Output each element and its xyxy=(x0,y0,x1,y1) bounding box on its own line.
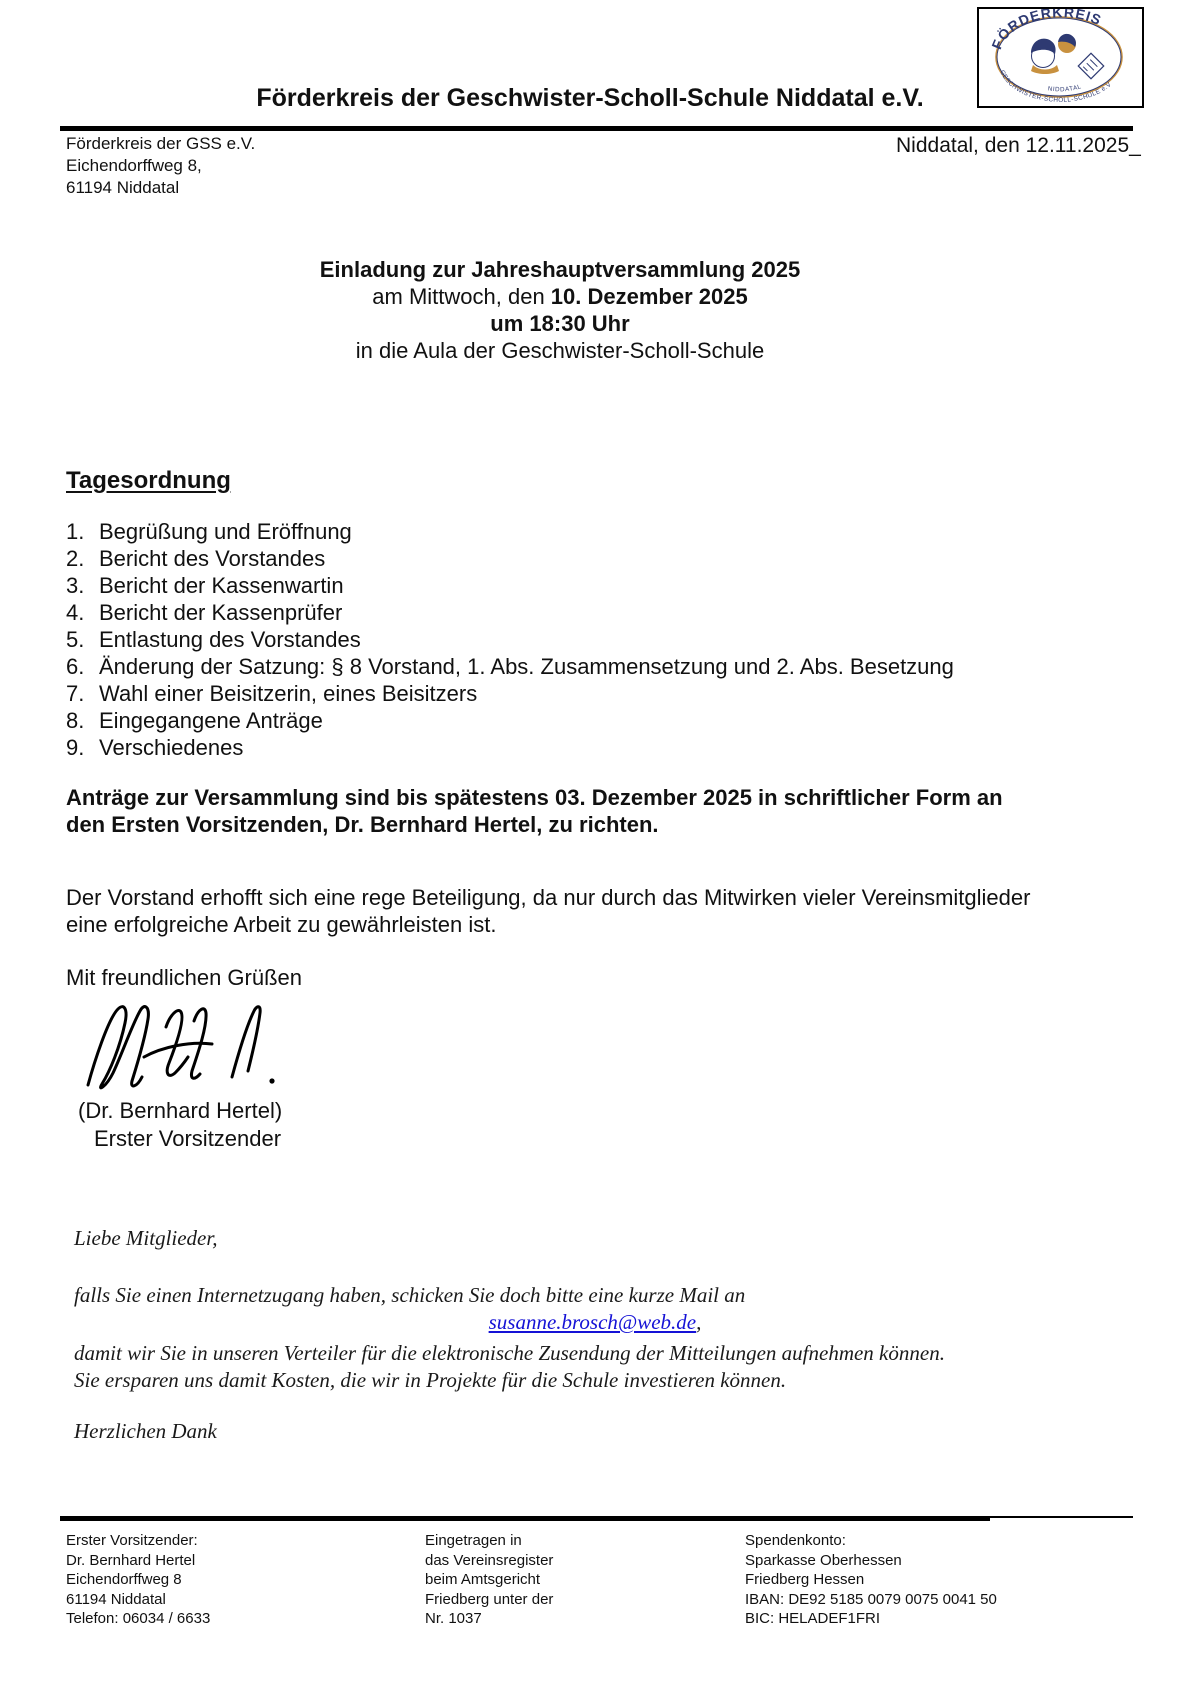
postscript-line2: damit wir Sie in unseren Verteiler für die elektronische Zusendung der Mitteilungen aufnehmen können. xyxy=(74,1341,945,1365)
footer-chairman-column xyxy=(66,1531,210,1629)
agenda-item-text: Verschiedenes xyxy=(99,735,244,760)
paragraph-line: Anträge zur Versammlung sind bis spätestens 03. Dezember 2025 in schriftlicher Form an xyxy=(66,785,1003,810)
footer-line: 61194 Niddatal xyxy=(66,1590,166,1608)
agenda-item-text: Bericht des Vorstandes xyxy=(99,546,326,571)
invitation-date-bold: 10. Dezember 2025 xyxy=(550,284,748,309)
postscript-line3: Sie ersparen uns damit Kosten, die wir in Projekte für die Schule investieren können. xyxy=(74,1368,787,1392)
footer-line: Nr. 1037 xyxy=(425,1610,482,1627)
agenda-item-number: 6. xyxy=(66,654,85,679)
agenda-list xyxy=(66,518,1146,761)
paragraph-line: Der Vorstand erhofft sich eine rege Beteiligung, da nur durch das Mitwirken vieler Vereinsmitglieder xyxy=(66,885,1031,910)
document-title: Förderkreis der Geschwister-Scholl-Schule Niddatal e.V. xyxy=(256,84,924,112)
footer-line: Spendenkonto: xyxy=(745,1532,846,1549)
footer-line: beim Amtsgericht xyxy=(425,1571,541,1588)
signer-role: Erster Vorsitzender xyxy=(94,1126,282,1151)
title-divider-rule xyxy=(60,126,1133,131)
agenda-item-number: 3. xyxy=(66,573,85,598)
logo-city-text: NIDDATAL xyxy=(1047,83,1083,94)
agenda-item-text: Wahl einer Beisitzerin, eines Beisitzers xyxy=(99,681,478,706)
agenda-item xyxy=(66,545,1146,572)
motions-deadline-paragraph xyxy=(66,784,1151,838)
footer-line: Erster Vorsitzender: xyxy=(66,1532,198,1549)
logo-top-text: FÖRDERKREIS xyxy=(988,9,1105,52)
footer-line: Eingetragen in xyxy=(425,1532,522,1549)
footer-line: Eichendorffweg 8 xyxy=(66,1571,182,1588)
agenda-item-number: 7. xyxy=(66,681,85,706)
handwritten-signature xyxy=(82,997,282,1092)
closing-salutation: Mit freundlichen Grüßen xyxy=(66,965,302,990)
footer-line: Friedberg unter der xyxy=(425,1590,554,1608)
agenda-item-number: 5. xyxy=(66,627,85,652)
agenda-item xyxy=(66,707,1146,734)
postscript-email-line xyxy=(0,1310,1190,1335)
agenda-item-text: Bericht der Kassenwartin xyxy=(99,573,344,598)
email-suffix: , xyxy=(696,1310,702,1334)
agenda-item-number: 1. xyxy=(66,519,85,544)
scholl-siblings-icon xyxy=(1031,34,1076,74)
invitation-date-prefix: am Mittwoch, den xyxy=(372,284,551,309)
diamond-emblem-icon xyxy=(1078,53,1103,78)
logo-bottom-text: GESCHWISTER-SCHOLL-SCHULE e.V xyxy=(998,69,1114,104)
agenda-item xyxy=(66,626,1146,653)
footer-register-column xyxy=(425,1531,553,1629)
postscript-thanks: Herzlichen Dank xyxy=(74,1419,217,1443)
invitation-date-line xyxy=(0,283,1120,310)
footer-line: Friedberg Hessen xyxy=(745,1571,865,1588)
paragraph-line: eine erfolgreiche Arbeit zu gewährleisten ist. xyxy=(66,912,497,937)
footer-line: Sparkasse Oberhessen xyxy=(745,1551,902,1569)
agenda-item-number: 9. xyxy=(66,735,85,760)
agenda-item xyxy=(66,680,1146,707)
invitation-block xyxy=(0,256,1120,364)
agenda-item-text: Änderung der Satzung: § 8 Vorstand, 1. Abs. Zusammensetzung und 2. Abs. Besetzung xyxy=(99,654,954,679)
agenda-item-text: Begrüßung und Eröffnung xyxy=(99,519,352,544)
footer-line: Telefon: 06034 / 6633 xyxy=(66,1610,211,1627)
agenda-item-number: 2. xyxy=(66,546,85,571)
paragraph-line: den Ersten Vorsitzenden, Dr. Bernhard Hertel, zu richten. xyxy=(66,812,659,837)
sender-address-line: Förderkreis der GSS e.V. xyxy=(66,134,256,153)
agenda-item-text: Bericht der Kassenprüfer xyxy=(99,600,343,625)
sender-address-line: 61194 Niddatal xyxy=(66,178,180,197)
invitation-title: Einladung zur Jahreshauptversammlung 2025 xyxy=(319,257,801,282)
invitation-location-line: in die Aula der Geschwister-Scholl-Schule xyxy=(355,338,765,363)
agenda-heading: Tagesordnung xyxy=(66,467,231,494)
footer-line: IBAN: DE92 5185 0079 0075 0041 50 xyxy=(745,1590,997,1608)
agenda-item xyxy=(66,653,1146,680)
agenda-item-text: Eingegangene Anträge xyxy=(99,708,323,733)
postscript-salutation: Liebe Mitglieder, xyxy=(74,1226,218,1250)
email-link[interactable]: susanne.brosch@web.de xyxy=(488,1310,697,1334)
agenda-item xyxy=(66,518,1146,545)
footer-bank-column xyxy=(745,1531,997,1629)
footer-line: das Vereinsregister xyxy=(425,1551,554,1569)
postscript-line1: falls Sie einen Internetzugang haben, schicken Sie doch bitte eine kurze Mail an xyxy=(74,1283,746,1307)
agenda-item xyxy=(66,572,1146,599)
footer-divider-rule-thick xyxy=(60,1516,990,1521)
footer-line: BIC: HELADEF1FRI xyxy=(745,1610,881,1627)
signer-name: (Dr. Bernhard Hertel) xyxy=(78,1098,283,1123)
place-date-line: Niddatal, den 12.11.2025_ xyxy=(896,134,1141,157)
agenda-item-text: Entlastung des Vorstandes xyxy=(99,627,361,652)
agenda-item xyxy=(66,734,1146,761)
sender-address-line: Eichendorffweg 8, xyxy=(66,156,202,175)
sender-address-block xyxy=(66,133,255,199)
agenda-item-number: 4. xyxy=(66,600,85,625)
agenda-item-number: 8. xyxy=(66,708,85,733)
footer-line: Dr. Bernhard Hertel xyxy=(66,1551,196,1569)
invitation-time-line: um 18:30 Uhr xyxy=(490,311,630,336)
agenda-item xyxy=(66,599,1146,626)
participation-paragraph xyxy=(66,884,1151,938)
